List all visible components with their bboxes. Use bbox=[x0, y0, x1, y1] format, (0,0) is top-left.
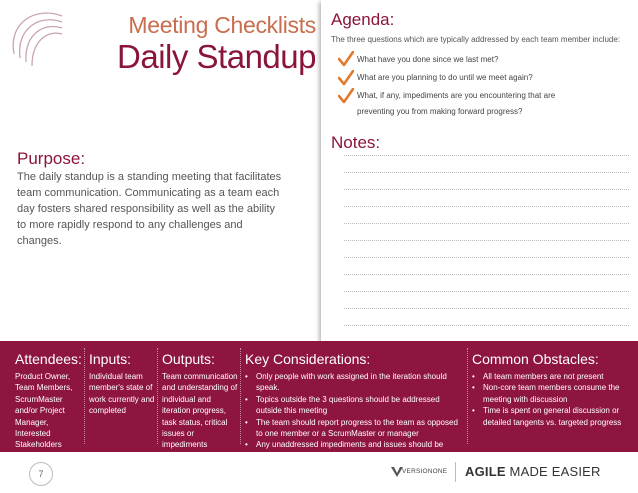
tagline-bold: AGILE bbox=[465, 464, 506, 479]
key-considerations-heading: Key Considerations: bbox=[245, 351, 371, 367]
list-item: • Time is spent on general discussion or detailed tangents vs. targeted progress bbox=[472, 405, 622, 428]
inputs-text: Individual team member's state of work currently and completed bbox=[89, 372, 155, 416]
note-line[interactable] bbox=[344, 274, 629, 275]
agenda-question: What have you done since we last met? bbox=[357, 55, 499, 64]
common-obstacles-heading: Common Obstacles: bbox=[472, 351, 599, 367]
checkmark-icon bbox=[338, 88, 354, 104]
list-item: • Topics outside the 3 questions should be addressed outside this meeting bbox=[245, 394, 465, 417]
note-line[interactable] bbox=[344, 257, 629, 258]
brand-name: VERSIONONE bbox=[402, 468, 448, 475]
agenda-question: What, if any, impediments are you encountering that are preventing you from making forward progress? bbox=[357, 91, 556, 116]
attendees-heading: Attendees: bbox=[15, 351, 82, 367]
outputs-heading: Outputs: bbox=[162, 351, 215, 367]
page-number: 7 bbox=[29, 462, 53, 486]
note-line[interactable] bbox=[344, 291, 629, 292]
inputs-heading: Inputs: bbox=[89, 351, 132, 367]
notes-heading: Notes: bbox=[331, 133, 381, 152]
checkmark-icon bbox=[338, 51, 354, 67]
note-line[interactable] bbox=[344, 240, 629, 241]
column-divider bbox=[467, 348, 468, 444]
swirl-logo-icon bbox=[6, 8, 66, 68]
note-line[interactable] bbox=[344, 155, 629, 156]
summary-band bbox=[0, 341, 638, 461]
purpose-text: The daily standup is a standing meeting that facilitates team communication. Communicating as a team each day fosters shared responsibility as well as the ability to more rapidly respond to any challenges and changes. bbox=[17, 171, 282, 247]
checkmark-icon bbox=[338, 70, 354, 86]
note-line[interactable] bbox=[344, 223, 629, 224]
agenda-question: What are you planning to do until we meet again? bbox=[357, 73, 533, 82]
purpose-heading: Purpose: bbox=[17, 149, 86, 168]
note-line[interactable] bbox=[344, 308, 629, 309]
key-considerations-list bbox=[245, 371, 465, 462]
column-divider bbox=[157, 348, 158, 444]
agenda-heading: Agenda: bbox=[331, 10, 395, 29]
list-item: • All team members are not present bbox=[472, 371, 622, 382]
tagline bbox=[465, 464, 601, 479]
column-divider bbox=[240, 348, 241, 444]
outputs-text: Team communication and understanding of individual and iteration progress, task status, critical issues or impediments bbox=[162, 372, 238, 450]
note-line[interactable] bbox=[344, 325, 629, 326]
list-item: • Any unaddressed impediments and issues should be noted bbox=[245, 439, 465, 462]
list-item: • The team should report progress to the team as opposed to one member or a ScrumMaster or manager bbox=[245, 417, 465, 440]
footer-divider bbox=[455, 462, 456, 482]
column-divider bbox=[84, 348, 85, 444]
list-item: • Only people with work assigned in the iteration should speak. bbox=[245, 371, 465, 394]
list-item: • Non-core team members consume the meeting with discussion bbox=[472, 382, 622, 405]
tagline-rest: MADE EASIER bbox=[505, 464, 601, 479]
attendees-text: Product Owner, Team Members, ScrumMaster and/or Project Manager, Interested Stakeholders bbox=[15, 372, 73, 450]
note-line[interactable] bbox=[344, 206, 629, 207]
page-kicker: Meeting Checklists bbox=[128, 12, 316, 38]
note-line[interactable] bbox=[344, 189, 629, 190]
common-obstacles-list bbox=[472, 371, 622, 428]
agenda-notes-panel bbox=[321, 0, 638, 341]
agenda-intro: The three questions which are typically addressed by each team member include: bbox=[331, 35, 621, 44]
page-title: Daily Standup bbox=[117, 38, 316, 75]
note-line[interactable] bbox=[344, 172, 629, 173]
